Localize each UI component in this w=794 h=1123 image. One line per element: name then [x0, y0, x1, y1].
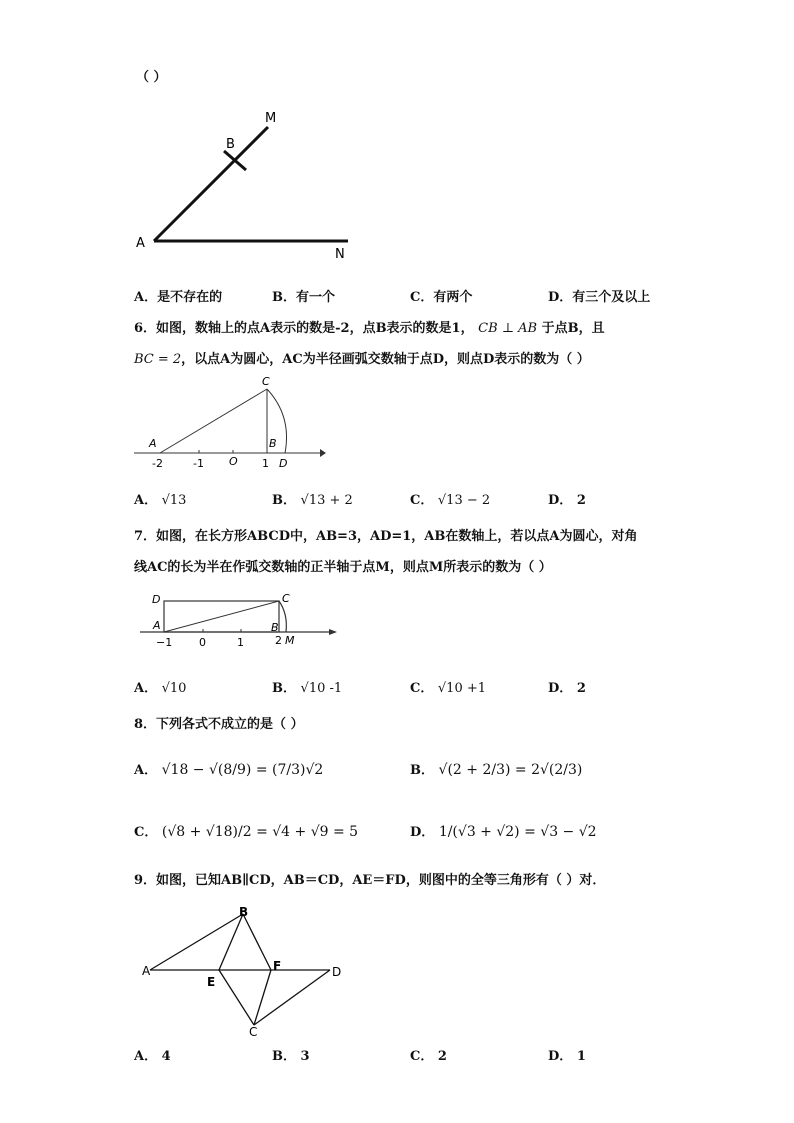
q6-option-b[interactable]: B． √13 + 2 [272, 493, 353, 508]
q9-option-b[interactable]: B． 3 [272, 1049, 310, 1064]
option-a[interactable]: A．是不存在的 [134, 290, 223, 305]
q8-option-c[interactable]: C． (√8 + √18)/2 = √4 + √9 = 5 [134, 824, 359, 840]
option-d[interactable]: D．有三个及以上 [548, 290, 651, 305]
q6-stem-line2: BC = 2，以点A为圆心，AC为半径画弧交数轴于点D，则点D表示的数为（ ） [134, 352, 590, 367]
q7-option-d[interactable]: D． 2 [548, 681, 586, 696]
label-B: B [269, 437, 277, 450]
label-D: D [152, 593, 161, 606]
option-c[interactable]: C．有两个 [410, 290, 473, 305]
tick-0: 0 [199, 636, 206, 649]
angle-figure [128, 108, 368, 264]
q8-stem: 8．下列各式不成立的是（ ） [134, 717, 304, 732]
label-O: O [229, 455, 238, 468]
label-B: B [271, 621, 279, 634]
q6-option-a[interactable]: A． √13 [134, 493, 187, 508]
label-M: M [285, 634, 295, 647]
label-M: M [265, 111, 277, 126]
q7-stem-line2: 线AC的长为半在作弧交数轴的正半轴于点M，则点M所表示的数为（ ） [134, 560, 552, 575]
label-E: E [207, 975, 216, 989]
q7-option-b[interactable]: B． √10 -1 [272, 681, 343, 696]
q9-option-a[interactable]: A． 4 [134, 1049, 171, 1064]
q7-figure [136, 588, 340, 650]
q8-option-d[interactable]: D． 1/(√3 + √2) = √3 − √2 [410, 824, 597, 840]
label-C: C [282, 592, 290, 605]
q9-figure [140, 900, 352, 1040]
q6-stem-line1: 6．如图，数轴上的点A表示的数是-2，点B表示的数是1， CB ⊥ AB 于点B，且 [134, 321, 605, 336]
q9-stem: 9．如图，已知AB∥CD，AB＝CD，AE＝FD，则图中的全等三角形有（ ）对． [134, 873, 606, 888]
q8-option-b[interactable]: B． √(2 + 2/3) = 2√(2/3) [410, 762, 583, 778]
tick-m1: −1 [156, 636, 173, 649]
tick-2: 2 [275, 634, 282, 647]
tick-m2: -2 [152, 457, 163, 470]
label-C: C [262, 375, 270, 388]
label-C: C [249, 1025, 258, 1039]
label-A: A [136, 236, 145, 251]
label-N: N [335, 247, 345, 262]
label-D: D [279, 457, 288, 470]
q7-stem-line1: 7．如图，在长方形ABCD中，AB=3，AD=1，AB在数轴上，若以点A为圆心，对角 [134, 529, 638, 544]
label-F: F [273, 959, 282, 973]
answer-paren: （ ） [136, 70, 167, 85]
label-A: A [149, 437, 157, 450]
q9-option-c[interactable]: C． 2 [410, 1049, 447, 1064]
tick-1: 1 [262, 457, 269, 470]
label-B: B [226, 137, 235, 152]
q6-option-d[interactable]: D． 2 [548, 493, 586, 508]
label-D: D [332, 965, 342, 979]
q8-option-a[interactable]: A． √18 − √(8/9) = (7/3)√2 [134, 762, 324, 778]
tick-1: 1 [237, 636, 244, 649]
q7-option-a[interactable]: A． √10 [134, 681, 187, 696]
q9-option-d[interactable]: D． 1 [548, 1049, 586, 1064]
label-A: A [142, 964, 151, 978]
label-A: A [153, 619, 161, 632]
q7-option-c[interactable]: C． √10 +1 [410, 681, 487, 696]
option-b[interactable]: B．有一个 [272, 290, 336, 305]
q6-option-c[interactable]: C． √13 − 2 [410, 493, 491, 508]
q6-figure [130, 372, 326, 472]
tick-m1: -1 [193, 457, 204, 470]
label-B: B [239, 905, 249, 919]
